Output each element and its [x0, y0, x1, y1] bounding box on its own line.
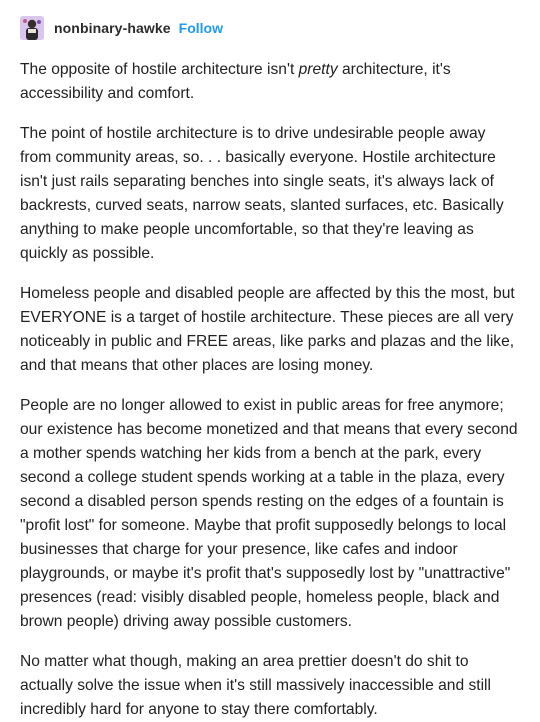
paragraph-1-italic: pretty: [298, 61, 338, 78]
blog-name-link[interactable]: nonbinary-hawke: [54, 20, 171, 36]
paragraph-1: [20, 58, 520, 106]
follow-button[interactable]: Follow: [178, 20, 223, 36]
paragraph-1-end: architecture, it's accessibility and comfort.: [20, 61, 451, 102]
post-body: [20, 58, 520, 722]
paragraph-5: No matter what though, making an area prettier doesn't do shit to actually solve the issue when it's still massively inaccessible and still incredibly hard for anyone to stay there comfortably.: [20, 653, 491, 718]
avatar-image: [20, 16, 44, 40]
paragraph-3: Homeless people and disabled people are affected by this the most, but EVERYONE is a target of hostile architecture. These pieces are all very noticeably in public and FREE areas, like parks and plazas and the like, and that means that other places are losing money.: [20, 285, 515, 374]
paragraph-4: People are no longer allowed to exist in public areas for free anymore; our existence has become monetized and that means that every second a mother spends watching her kids from a bench at the park, every second a college student spends working at a table in the plaza, every second a disabled person spends resting on the edges of a fountain is "profit lost" for someone. Maybe that profit supposedly belongs to local businesses that charge for your presence, like cafes and indoor playgrounds, or maybe it's profit that's supposedly lost by "unattractive" presences (read: visibly disabled people, homeless people, black and brown people) driving away possible customers.: [20, 397, 518, 630]
paragraph-2: The point of hostile architecture is to drive undesirable people away from community areas, so. . . basically everyone. Hostile architecture isn't just rails separating benches into single seats, it's always lack of backrests, curved seats, narrow seats, slanted surfaces, etc. Basically anything to make people uncomfortable, so that they're leaving as quickly as possible.: [20, 125, 504, 262]
blog-avatar[interactable]: [20, 16, 44, 40]
paragraph-1-start: The opposite of hostile architecture isn't: [20, 61, 299, 78]
post-header: [20, 0, 520, 56]
